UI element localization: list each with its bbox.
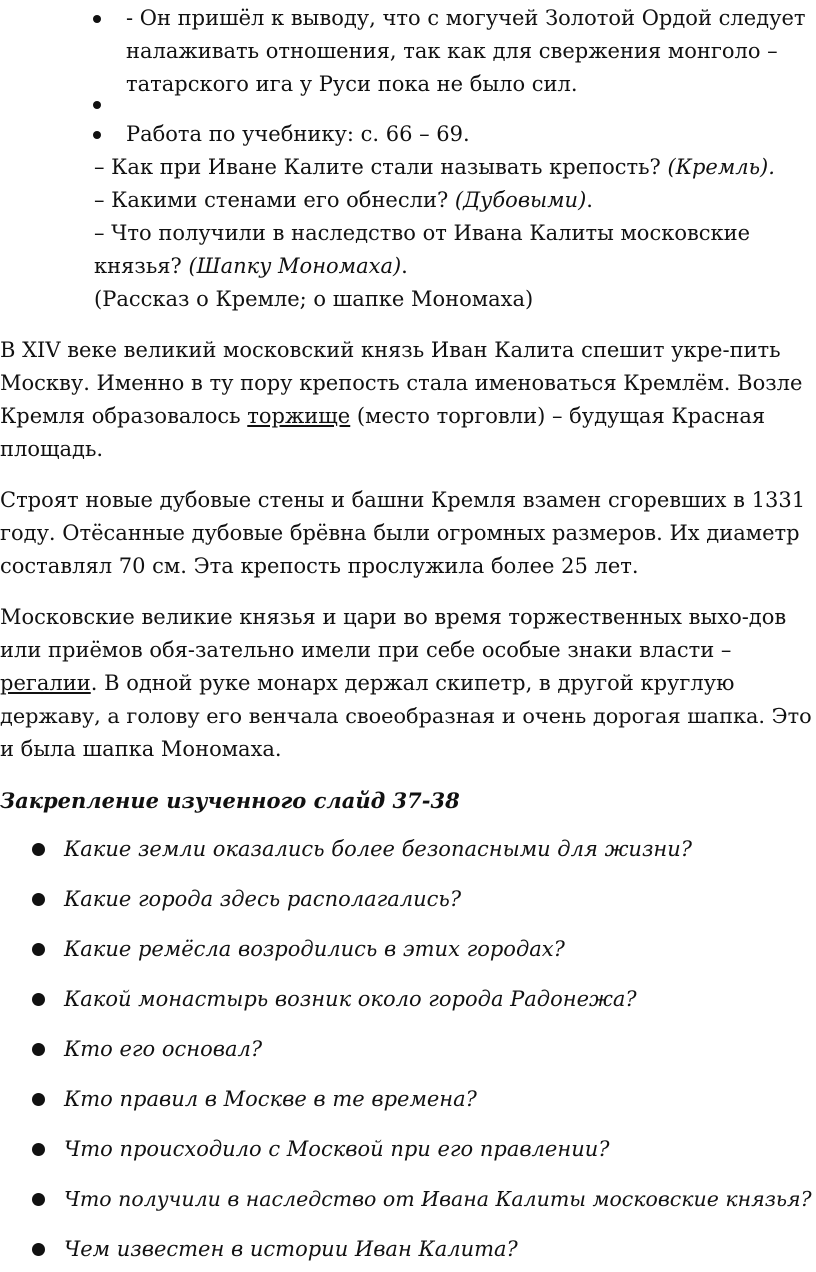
paragraph-3-line-5: и была шапка Мономаха. [0, 737, 282, 761]
bullet-icon [32, 1143, 45, 1156]
bullet-icon [32, 843, 45, 856]
question-walls: – Какими стенами его обнесли? (Дубовыми). [94, 188, 593, 212]
paragraph-1-line-1: В XIV веке великий московский князь Иван Калита спешит укре-пить [0, 338, 781, 362]
list-item-1-line-1: - Он пришёл к выводу, что с могучей Золотой Ордой следует [126, 6, 806, 30]
review-question: Кто правил в Москве в те времена? [64, 1087, 477, 1111]
question-kremlin: – Как при Иване Калите стали называть крепость? (Кремль). [94, 155, 775, 179]
review-question: Кто его основал? [64, 1037, 263, 1061]
list-item-1-line-2: налаживать отношения, так как для свержения монголо – [126, 39, 778, 63]
paragraph-3-line-4: державу, а голову его венчала своеобразная и очень дорогая шапка. Это [0, 704, 812, 728]
review-question: Чем известен в истории Иван Калита? [64, 1237, 518, 1261]
answer-inheritance: (Шапку Мономаха) [188, 254, 402, 278]
review-question: Что получили в наследство от Ивана Калиты московские князья? [64, 1187, 812, 1211]
bullet-icon [32, 1043, 45, 1056]
paragraph-1-line-4: площадь. [0, 437, 104, 461]
bullet-icon [32, 1243, 45, 1256]
paragraph-2-line-3: составлял 70 см. Эта крепость прослужила более 25 лет. [0, 554, 639, 578]
term-regalia: регалии [0, 671, 91, 695]
paragraph-2-line-2: году. Отёсанные дубовые брёвна были огромных размеров. Их диаметр [0, 521, 800, 545]
paragraph-1-line-3: Кремля образовалось торжище (место торговли) – будущая Красная [0, 404, 766, 428]
list-item-3: Работа по учебнику: с. 66 – 69. [126, 122, 470, 146]
question-inheritance-line-1: – Что получили в наследство от Ивана Калиты московские [94, 221, 751, 245]
list-item-1-line-3: татарского ига у Руси пока не было сил. [126, 72, 578, 96]
section-heading: Закрепление изученного слайд 37-38 [0, 788, 460, 813]
bullet-icon [32, 1193, 45, 1206]
paragraph-3-line-3: регалии. В одной руке монарх держал скипетр, в другой круглую [0, 671, 735, 695]
answer-walls: (Дубовыми) [454, 188, 587, 212]
bullet-icon [32, 1093, 45, 1106]
bullet-icon [93, 131, 101, 139]
bullet-icon [32, 943, 45, 956]
review-question: Какой монастырь возник около города Радонежа? [64, 987, 637, 1011]
answer-kremlin: (Кремль). [667, 155, 775, 179]
review-question: Что происходило с Москвой при его правлении? [64, 1137, 610, 1161]
story-note: (Рассказ о Кремле; о шапке Мономаха) [94, 287, 534, 311]
question-inheritance-line-2: князья? (Шапку Мономаха). [94, 254, 408, 278]
review-question: Какие земли оказались более безопасными для жизни? [64, 837, 693, 861]
paragraph-3-line-2: или приёмов обя-зательно имели при себе особые знаки власти – [0, 638, 732, 662]
paragraph-1-line-2: Москву. Именно в ту пору крепость стала именоваться Кремлём. Возле [0, 371, 803, 395]
term-torzhische: торжище [247, 404, 351, 428]
review-question: Какие города здесь располагались? [64, 887, 462, 911]
paragraph-2-line-1: Строят новые дубовые стены и башни Кремля взамен сгоревших в 1331 [0, 488, 806, 512]
bullet-icon [32, 893, 45, 906]
review-question: Какие ремёсла возродились в этих городах? [64, 937, 565, 961]
bullet-icon [93, 15, 101, 23]
paragraph-3-line-1: Московские великие князья и цари во время торжественных выхо-дов [0, 605, 787, 629]
bullet-icon [93, 101, 101, 109]
bullet-icon [32, 993, 45, 1006]
